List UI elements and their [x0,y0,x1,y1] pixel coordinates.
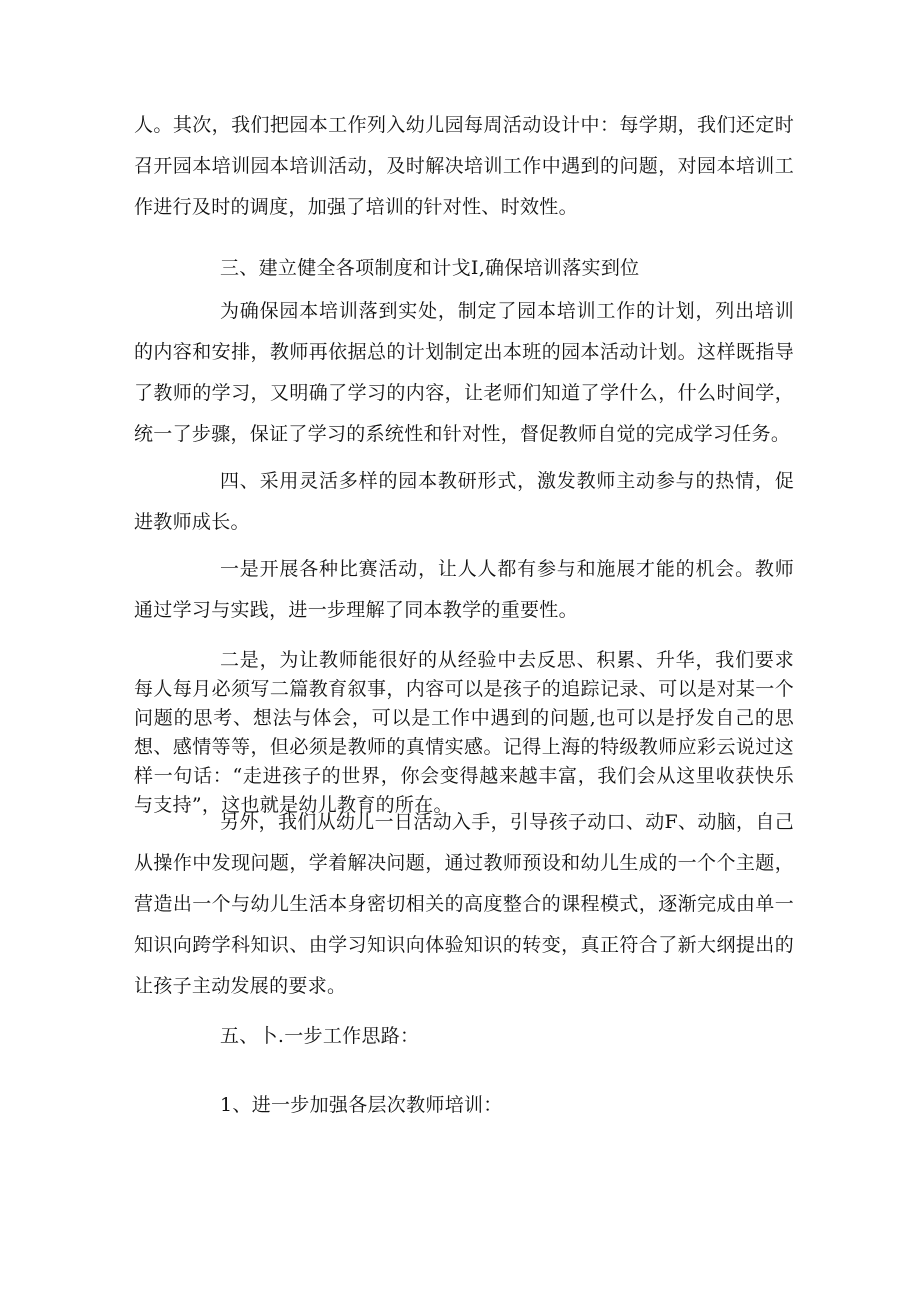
paragraph-intro-continuation: 人。其次，我们把园本工作列入幼儿园每周活动设计中：每学期，我们还定时召开园本培训园本培训活动，及时解决培训工作中遇到的问题，对园本培训工作进行及时的调度，加强了培训的针对性、时效性。 [134,114,794,218]
section-heading-4: 四、采用灵活多样的园本教研形式，激发教师主动参与的热情，促进教师成长。 [134,470,794,533]
paragraph-competitions: 一是开展各种比赛活动，让人人都有参与和施展才能的机会。教师通过学习与实践，进一步理解了同本教学的重要性。 [134,558,794,621]
paragraph-training-plan: 为确保园本培训落到实处，制定了园本培训工作的计划，列出培训的内容和安排，教师再依据总的计划制定出本班的园本活动计划。这样既指导了教师的学习，又明确了学习的内容，让老师们知道了学什么，什么时间学，统一了步骤，保证了学习的系统性和针对性，督促教师自觉的完成学习任务。 [134,300,794,445]
paragraph-education-narrative: 二是，为让教师能很好的从经验中去反思、积累、升华，我们要求每人每月必须写二篇教育叙事，内容可以是孩子的追踪记录、可以是对某一个问题的思考、想法与体会，可以是工作中遇到的问题,也可以是抒发自己的思想、感情等等，但必须是教师的真情实感。记得上海的特级教师应彩云说过这样一句话：“走进孩子的世界，你会变得越来越丰富，我们会从这里收获快乐与支持”，这也就是幼儿教育的所在。 [134,649,794,816]
section-heading-3: 三、建立健全各项制度和计戈I,确保培训落实到位 [220,257,640,279]
section-heading-5: 五、卜.一步工作思路： [220,1025,420,1047]
list-item-1: 1、进一步加强各层次教师培训： [220,1094,503,1116]
paragraph-daily-activities: 另外，我们从幼儿一日活动入手，引导孩子动口、动F、动脑，自己从操作中发现问题，学着解决问题，通过教师预设和幼儿生成的一个个主题，营造出一个与幼儿生活本身密切相关的高度整合的课程模式，逐渐完成由单一知识向跨学科知识、由学习知识向体验知识的转变，真正符合了新大纲提出的让孩子主动发展的要求。 [134,811,794,997]
